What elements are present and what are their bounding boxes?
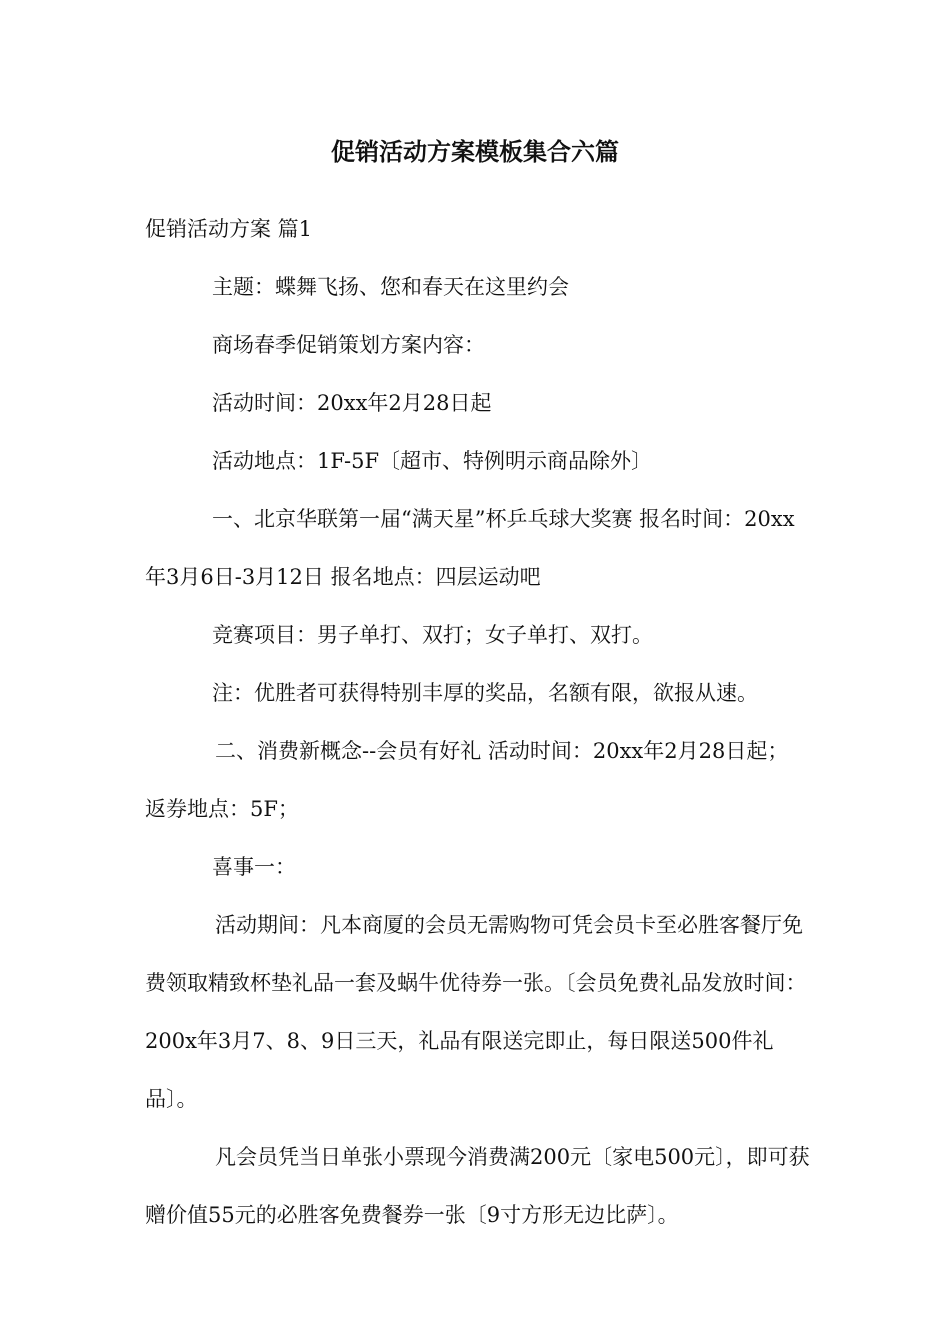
paragraph-happy-event-one: 喜事一： bbox=[212, 855, 296, 879]
paragraph-theme: 主题：蝶舞飞扬、您和春天在这里约会 bbox=[212, 275, 569, 299]
paragraph-member-gift: 二、消费新概念--会员有好礼 活动时间：20xx年2月28日起； 返券地点：5F； bbox=[145, 739, 789, 821]
paragraph-note: 注：优胜者可获得特别丰厚的奖品，名额有限，欲报从速。 bbox=[212, 681, 758, 705]
paragraph-pizza-voucher: 凡会员凭当日单张小票现今消费满200元〔家电500元〕，即可获赠价值55元的必胜客免费餐券一张〔9寸方形无边比萨〕。 bbox=[145, 1145, 810, 1227]
section-heading: 促销活动方案 篇1 bbox=[145, 217, 313, 241]
paragraph-plan-intro: 商场春季促销策划方案内容： bbox=[212, 333, 485, 357]
paragraph-activity-time: 活动时间：20xx年2月28日起 bbox=[212, 391, 492, 415]
paragraph-member-free-gift: 活动期间：凡本商厦的会员无需购物可凭会员卡至必胜客餐厅免费领取精致杯垫礼品一套及蜗牛优待券一张。〔会员免费礼品发放时间：200x年3月7、8、9日三天，礼品有限送完即止，每日限送500件礼品〕。 bbox=[145, 913, 807, 1111]
paragraph-table-tennis: 一、北京华联第一届“满天星”杯乒乓球大奖赛 报名时间：20xx年3月6日-3月12日 报名地点：四层运动吧 bbox=[145, 507, 795, 589]
document-body bbox=[145, 200, 810, 1244]
document-title: 促销活动方案模板集合六篇 bbox=[331, 137, 619, 166]
paragraph-events: 竞赛项目：男子单打、双打；女子单打、双打。 bbox=[212, 623, 653, 647]
paragraph-activity-location: 活动地点：1F-5F〔超市、特例明示商品除外〕 bbox=[212, 449, 653, 473]
